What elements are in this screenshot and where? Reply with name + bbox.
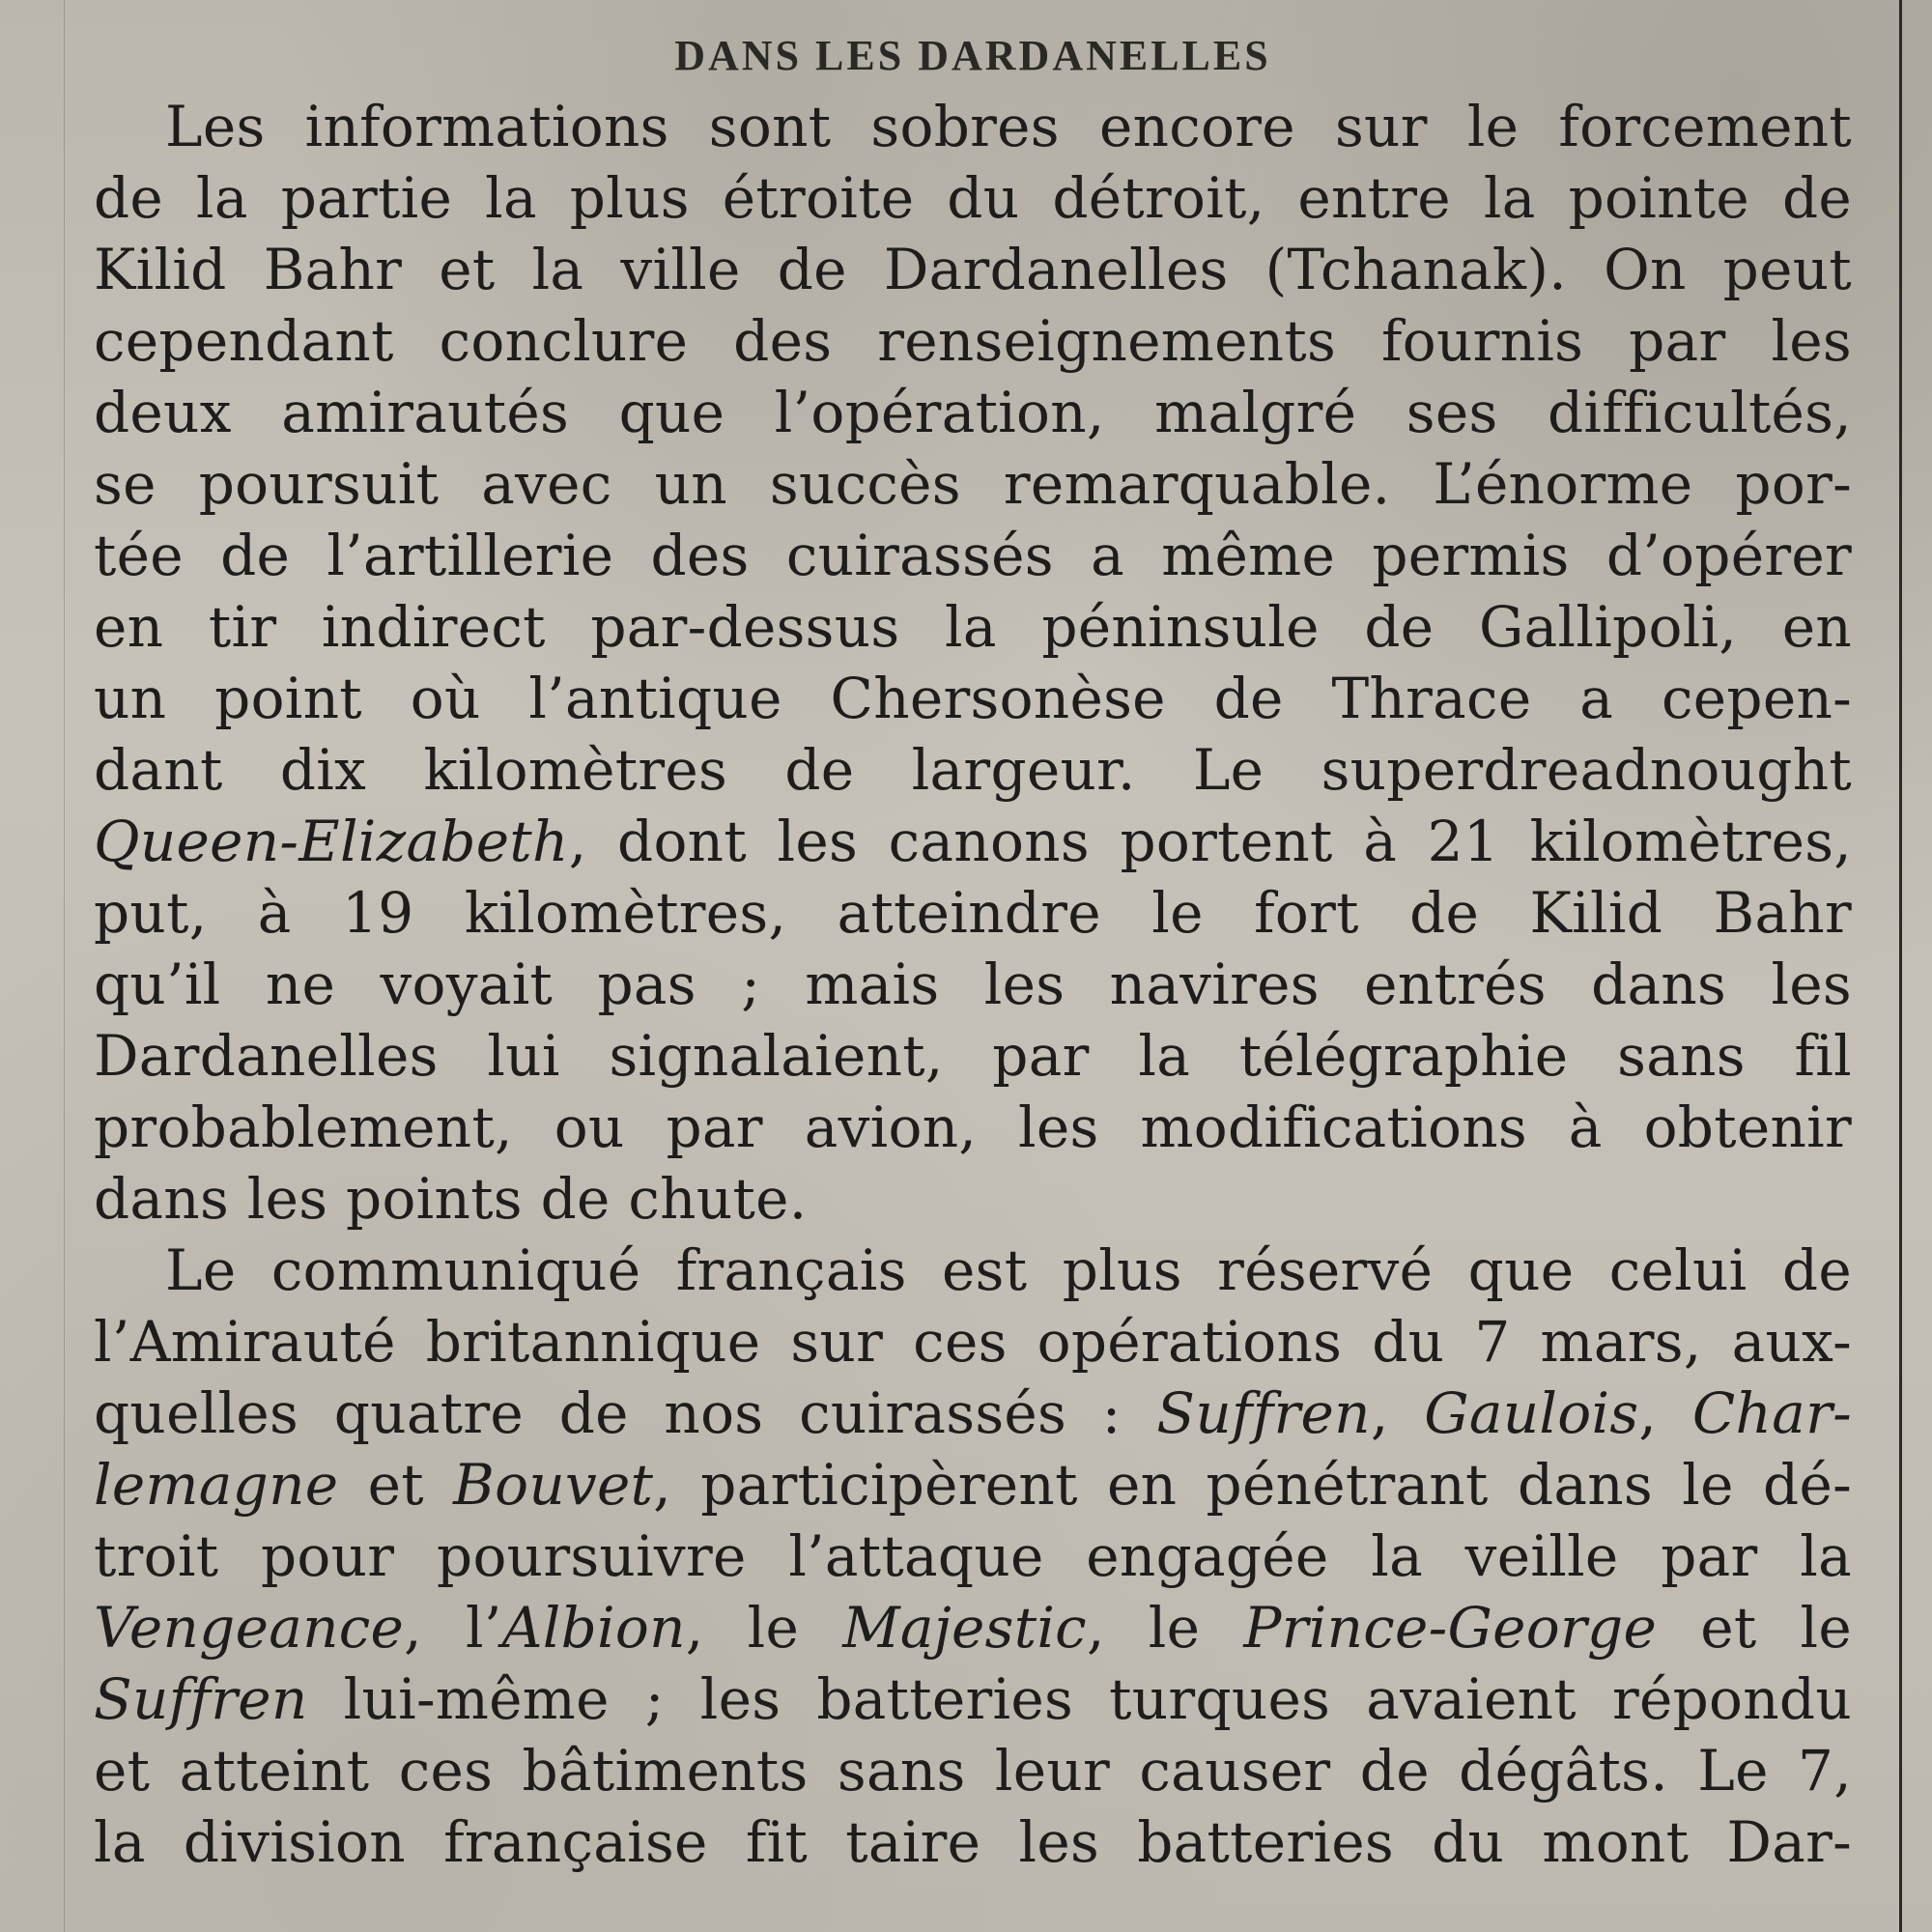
text-run: et atteint ces bâtiments sans leur causer de dégâts. Le 7, — [94, 1738, 1852, 1804]
left-column-rule — [64, 0, 65, 1932]
text-run: et le — [1657, 1595, 1852, 1661]
text-run: , participèrent en pénétrant dans le dé- — [653, 1452, 1852, 1518]
text-run: put, à 19 kilomètres, atteindre le fort de Kilid Bahr — [94, 880, 1852, 946]
text-line — [94, 806, 1852, 877]
text-line — [94, 1735, 1852, 1806]
text-line — [94, 1449, 1852, 1520]
text-run: qu’il ne voyait pas ; mais les navires entrés dans les — [94, 952, 1852, 1017]
text-run: la division française fit taire les batteries du mont Dar- — [94, 1809, 1852, 1875]
text-line — [94, 1306, 1852, 1378]
text-run: et — [338, 1452, 454, 1518]
text-line — [94, 663, 1852, 734]
text-run: , l’ — [404, 1595, 502, 1661]
italic-text: Prince-George — [1243, 1595, 1658, 1661]
text-line — [94, 1806, 1852, 1878]
text-run: l’Amirauté britannique sur ces opérations du 7 mars, aux- — [94, 1309, 1852, 1375]
text-run: , — [1370, 1380, 1425, 1446]
text-line — [94, 1378, 1852, 1449]
italic-text: Queen-Elizabeth — [94, 809, 569, 874]
text-line — [94, 1592, 1852, 1663]
article-column — [94, 21, 1852, 1915]
italic-text: Vengeance — [94, 1595, 405, 1661]
italic-text: Suffren — [94, 1666, 308, 1732]
text-run: , le — [685, 1595, 843, 1661]
text-line — [94, 1520, 1852, 1592]
text-run: quelles quatre de nos cuirassés : — [94, 1380, 1157, 1446]
article-paragraph-2 — [94, 1235, 1852, 1878]
italic-text: Bouvet — [453, 1452, 654, 1518]
text-run: en tir indirect par-dessus la péninsule de Gallipoli, en — [94, 594, 1852, 660]
text-run: Kilid Bahr et la ville de Dardanelles (Tchanak). On peut — [94, 237, 1852, 302]
text-run: , — [1638, 1380, 1692, 1446]
text-line — [94, 949, 1852, 1020]
text-run: dant dix kilomètres de largeur. Le superdreadnought — [94, 737, 1852, 803]
text-line — [94, 1163, 1852, 1235]
italic-text: Majestic — [842, 1595, 1087, 1661]
text-line — [94, 734, 1852, 806]
text-run: troit pour poursuivre l’attaque engagée la veille par la — [94, 1523, 1852, 1589]
text-line — [94, 591, 1852, 663]
text-run: , le — [1086, 1595, 1244, 1661]
text-run: Le communiqué français est plus réservé que celui de — [165, 1237, 1852, 1303]
text-line — [94, 91, 1852, 162]
text-run: Les informations sont sobres encore sur le forcement — [165, 94, 1852, 159]
italic-text: Albion — [501, 1595, 686, 1661]
text-line — [94, 520, 1852, 591]
italic-text: lemagne — [94, 1452, 339, 1518]
italic-text: Char- — [1691, 1380, 1852, 1446]
text-line — [94, 305, 1852, 377]
text-line — [94, 1235, 1852, 1306]
text-run: un point où l’antique Chersonèse de Thrace a cepen- — [94, 666, 1852, 731]
text-line — [94, 1663, 1852, 1735]
text-line — [94, 162, 1852, 234]
text-run: se poursuit avec un succès remarquable. L’énorme por- — [94, 451, 1852, 517]
column-divider-rule — [1899, 0, 1902, 1932]
text-line — [94, 877, 1852, 949]
article-heading: DANS LES DARDANELLES — [674, 32, 1271, 79]
text-line — [94, 1020, 1852, 1092]
text-run: dans les points de chute. — [94, 1166, 808, 1232]
italic-text: Suffren — [1156, 1380, 1371, 1446]
italic-text: Gaulois — [1424, 1380, 1639, 1446]
text-run: probablement, ou par avion, les modifications à obtenir — [94, 1094, 1852, 1160]
text-line — [94, 1092, 1852, 1163]
text-run: lui-même ; les batteries turques avaient répondu — [307, 1666, 1852, 1732]
text-run: deux amirautés que l’opération, malgré ses difficultés, — [94, 380, 1852, 445]
text-run: de la partie la plus étroite du détroit, entre la pointe de — [94, 165, 1852, 231]
text-line — [94, 234, 1852, 305]
text-run: cependant conclure des renseignements fournis par les — [94, 308, 1852, 374]
text-line — [94, 448, 1852, 520]
text-run: Dardanelles lui signalaient, par la télégraphie sans fil — [94, 1023, 1852, 1089]
text-run: , dont les canons portent à 21 kilomètres, — [568, 809, 1852, 874]
text-line — [94, 377, 1852, 448]
text-run: tée de l’artillerie des cuirassés a même permis d’opérer — [94, 523, 1852, 588]
article-paragraph-1 — [94, 91, 1852, 1235]
